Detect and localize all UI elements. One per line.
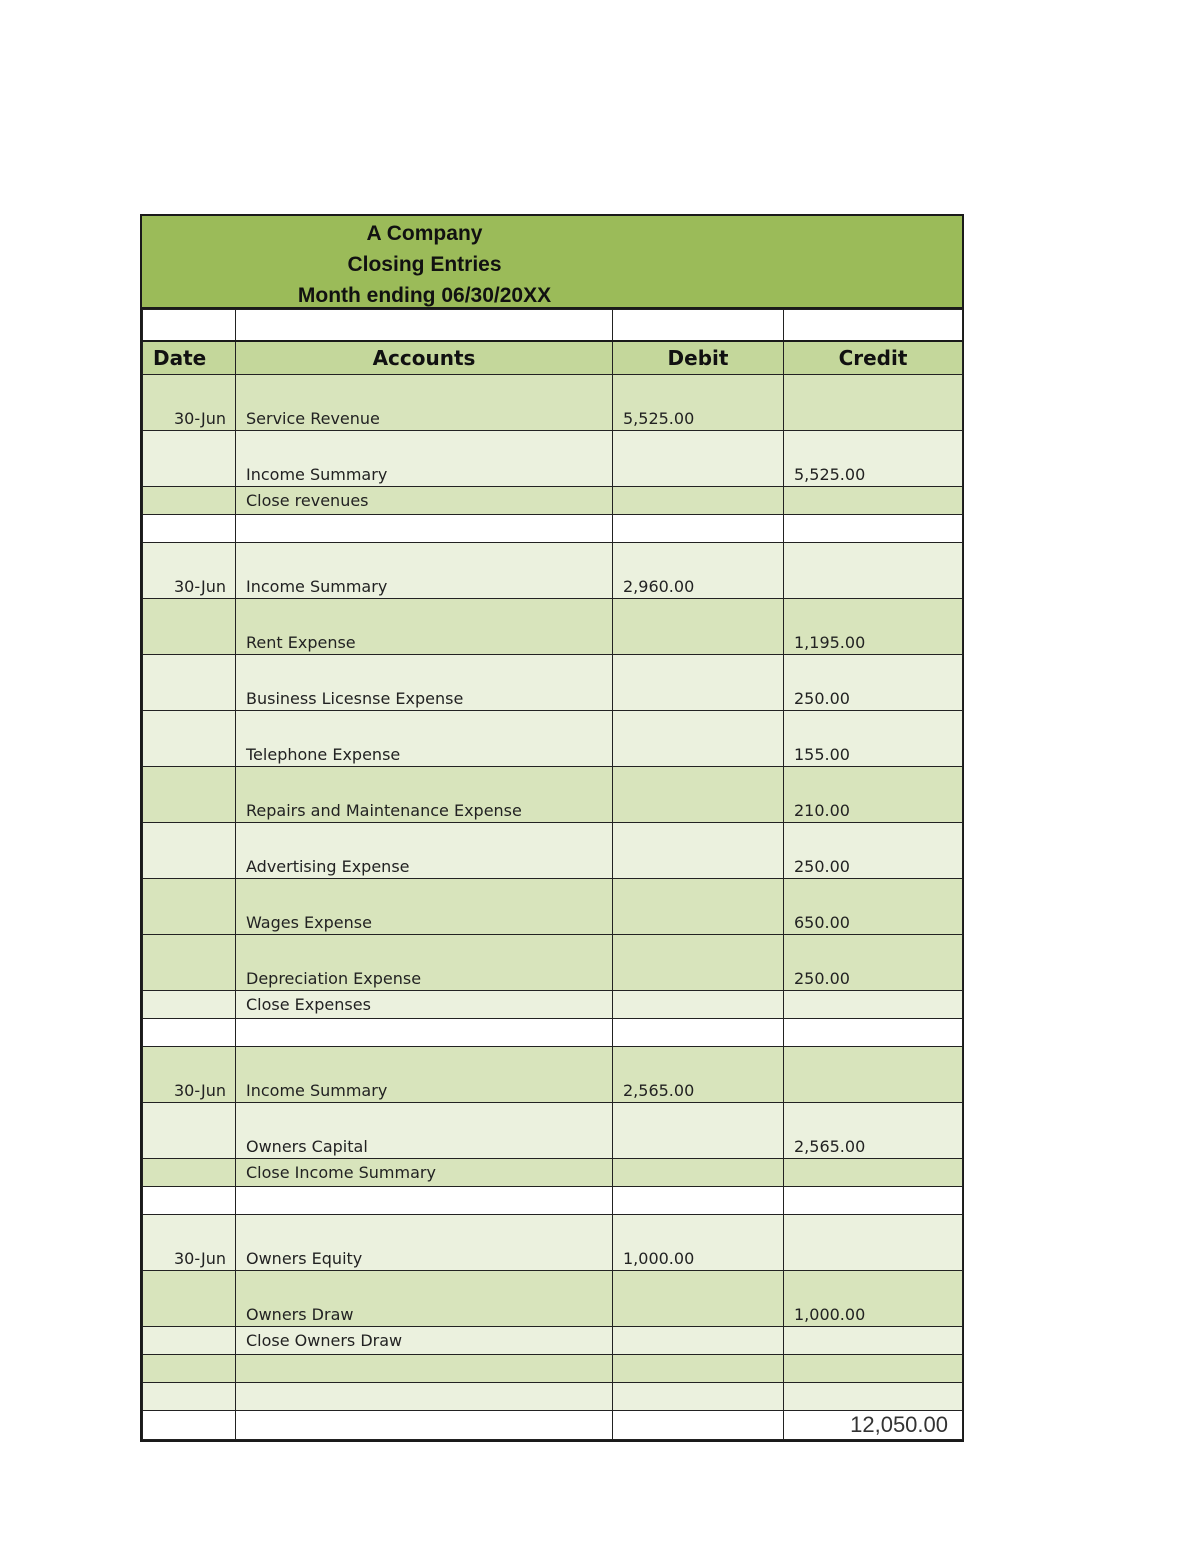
col-header-debit: Debit: [613, 341, 784, 375]
table-row: [143, 487, 963, 515]
credit-cell: [784, 487, 963, 515]
debit-cell: 2,565.00: [613, 1047, 784, 1103]
debit-cell: [613, 767, 784, 823]
credit-cell: 650.00: [784, 879, 963, 935]
account-cell: Business Licesnse Expense: [236, 655, 613, 711]
date-cell: 30-Jun: [143, 543, 236, 599]
report-title: Closing Entries: [347, 253, 502, 276]
debit-cell: [613, 1019, 784, 1047]
table-row: [143, 935, 963, 991]
credit-cell: [784, 1047, 963, 1103]
table-row: [143, 1103, 963, 1159]
credit-cell: 2,565.00: [784, 1103, 963, 1159]
table-row: [143, 1215, 963, 1271]
date-cell: [143, 1187, 236, 1215]
credit-cell: [784, 515, 963, 543]
table-row: [143, 1047, 963, 1103]
table-row: [143, 1271, 963, 1327]
table-row: [143, 431, 963, 487]
cell: [613, 1411, 784, 1440]
date-cell: [143, 879, 236, 935]
table-row: [143, 991, 963, 1019]
cell: [143, 1411, 236, 1440]
date-cell: 30-Jun: [143, 375, 236, 431]
debit-cell: [613, 1355, 784, 1383]
credit-cell: [784, 1355, 963, 1383]
date-cell: [143, 1159, 236, 1187]
debit-cell: [613, 823, 784, 879]
col-header-credit: Credit: [784, 341, 963, 375]
header-row: [143, 341, 963, 375]
account-cell: Telephone Expense: [236, 711, 613, 767]
credit-cell: [784, 375, 963, 431]
date-cell: [143, 1103, 236, 1159]
table-row: [143, 515, 963, 543]
date-cell: 30-Jun: [143, 1047, 236, 1103]
total-row: [143, 1411, 963, 1440]
date-cell: [143, 991, 236, 1019]
account-cell: Income Summary: [236, 431, 613, 487]
account-cell: Repairs and Maintenance Expense: [236, 767, 613, 823]
company-name: A Company: [366, 222, 483, 245]
account-cell: Owners Draw: [236, 1271, 613, 1327]
title-block: [142, 216, 962, 309]
table-row: [143, 1355, 963, 1383]
cell: [143, 310, 236, 342]
table-row: [143, 543, 963, 599]
credit-cell: 155.00: [784, 711, 963, 767]
account-cell: [236, 515, 613, 543]
debit-cell: [613, 1327, 784, 1355]
table-row: [143, 879, 963, 935]
account-cell: Income Summary: [236, 1047, 613, 1103]
credit-cell: 210.00: [784, 767, 963, 823]
date-cell: [143, 1019, 236, 1047]
debit-cell: [613, 515, 784, 543]
date-cell: 30-Jun: [143, 1215, 236, 1271]
account-cell: [236, 1355, 613, 1383]
col-header-accounts: Accounts: [236, 341, 613, 375]
credit-cell: 250.00: [784, 823, 963, 879]
debit-cell: [613, 487, 784, 515]
credit-cell: [784, 1327, 963, 1355]
debit-cell: 1,000.00: [613, 1215, 784, 1271]
account-cell: Income Summary: [236, 543, 613, 599]
report-period: Month ending 06/30/20XX: [297, 284, 552, 307]
table-row: [143, 375, 963, 431]
date-cell: [143, 1327, 236, 1355]
debit-cell: 5,525.00: [613, 375, 784, 431]
cell: [613, 310, 784, 342]
date-cell: [143, 655, 236, 711]
cell: [236, 1411, 613, 1440]
account-cell: Service Revenue: [236, 375, 613, 431]
date-cell: [143, 599, 236, 655]
journal-table: [142, 309, 963, 1440]
account-cell: Rent Expense: [236, 599, 613, 655]
debit-cell: [613, 879, 784, 935]
total-credit: 12,050.00: [784, 1411, 963, 1440]
date-cell: [143, 1383, 236, 1411]
date-cell: [143, 515, 236, 543]
debit-cell: [613, 991, 784, 1019]
date-cell: [143, 823, 236, 879]
credit-cell: 250.00: [784, 935, 963, 991]
credit-cell: 5,525.00: [784, 431, 963, 487]
date-cell: [143, 935, 236, 991]
account-cell: Advertising Expense: [236, 823, 613, 879]
credit-cell: 1,000.00: [784, 1271, 963, 1327]
closing-entries-sheet: [140, 214, 964, 1442]
credit-cell: [784, 991, 963, 1019]
debit-cell: 2,960.00: [613, 543, 784, 599]
debit-cell: [613, 1271, 784, 1327]
cell: [236, 310, 613, 342]
credit-cell: 250.00: [784, 655, 963, 711]
account-cell: Wages Expense: [236, 879, 613, 935]
table-row: [143, 1019, 963, 1047]
credit-cell: [784, 1187, 963, 1215]
credit-cell: [784, 1215, 963, 1271]
date-cell: [143, 431, 236, 487]
date-cell: [143, 1355, 236, 1383]
date-cell: [143, 1271, 236, 1327]
account-cell: Owners Equity: [236, 1215, 613, 1271]
credit-cell: 1,195.00: [784, 599, 963, 655]
table-row: [143, 655, 963, 711]
debit-cell: [613, 1159, 784, 1187]
cell: [784, 310, 963, 342]
table-row: [143, 711, 963, 767]
spacer-row: [143, 310, 963, 342]
debit-cell: [613, 1383, 784, 1411]
account-cell: Close Owners Draw: [236, 1327, 613, 1355]
credit-cell: [784, 1383, 963, 1411]
debit-cell: [613, 935, 784, 991]
account-cell: [236, 1187, 613, 1215]
debit-cell: [613, 655, 784, 711]
account-cell: Owners Capital: [236, 1103, 613, 1159]
credit-cell: [784, 1159, 963, 1187]
table-row: [143, 1187, 963, 1215]
table-row: [143, 599, 963, 655]
table-row: [143, 767, 963, 823]
table-row: [143, 823, 963, 879]
debit-cell: [613, 1187, 784, 1215]
col-header-date: Date: [143, 341, 236, 375]
credit-cell: [784, 1019, 963, 1047]
account-cell: Close revenues: [236, 487, 613, 515]
date-cell: [143, 767, 236, 823]
table-row: [143, 1383, 963, 1411]
debit-cell: [613, 711, 784, 767]
table-row: [143, 1327, 963, 1355]
account-cell: [236, 1383, 613, 1411]
account-cell: Close Expenses: [236, 991, 613, 1019]
credit-cell: [784, 543, 963, 599]
table-row: [143, 1159, 963, 1187]
debit-cell: [613, 431, 784, 487]
account-cell: Close Income Summary: [236, 1159, 613, 1187]
date-cell: [143, 711, 236, 767]
account-cell: Depreciation Expense: [236, 935, 613, 991]
account-cell: [236, 1019, 613, 1047]
date-cell: [143, 487, 236, 515]
debit-cell: [613, 1103, 784, 1159]
debit-cell: [613, 599, 784, 655]
